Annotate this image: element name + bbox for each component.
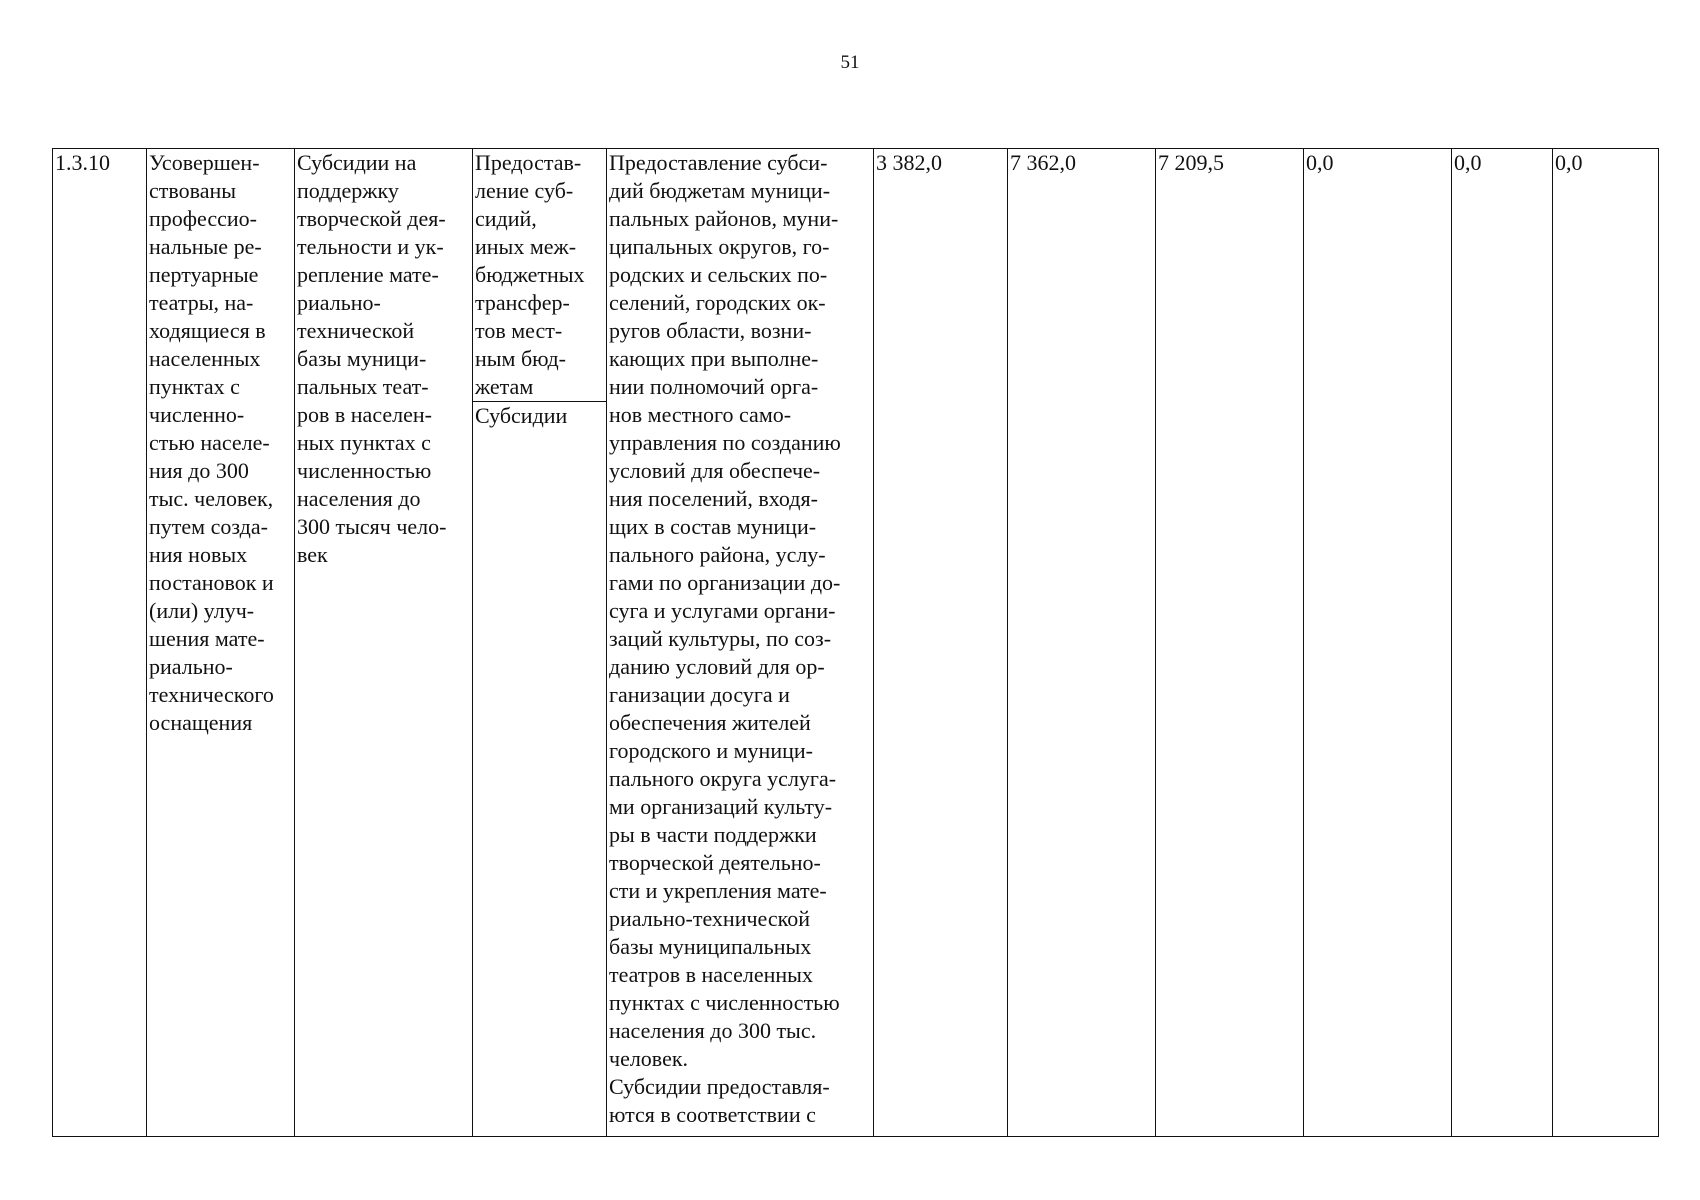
value-cell-2: 7 362,0 <box>1008 149 1156 1137</box>
value-cell-5: 0,0 <box>1452 149 1553 1137</box>
subsidy-name-cell: Субсидии на поддержку творческой дея- тельности и ук- репление мате- риально- технической базы муници- пальных теат- ров в населен- ных пунктах с численностью населения до 300 тысяч чело- век <box>295 149 473 1137</box>
value-cell-1: 3 382,0 <box>874 149 1008 1137</box>
measure-type-bottom: Субсидии <box>475 403 568 428</box>
result-cell: Усовершен- ствованы профессио- нальные ре- пертуарные театры, на- ходящиеся в населенных пунктах с численно- стью населе- ния до 300 тыс. человек, путем созда- ния новых постановок и (или) улуч- шения мате- риально- технического оснащения <box>147 149 295 1137</box>
page-number: 51 <box>840 52 860 73</box>
value-cell-3: 7 209,5 <box>1156 149 1304 1137</box>
budget-table <box>52 148 1659 1137</box>
value-cell-6: 0,0 <box>1553 149 1659 1137</box>
measure-type-top: Предостав- ление суб- сидий, иных меж- бюджетных трансфер- тов мест- ным бюд- жетам <box>473 149 606 402</box>
measure-type-cell <box>473 149 607 1137</box>
description-cell: Предоставление субси- дий бюджетам муници- пальных районов, муни- ципальных округов, го- родских и сельских по- селений, городских ок- ругов области, возни- кающих при выполне- нии полномочий орга- нов местного само- управления по созданию условий для обеспече- ния поселений, входя- щих в состав муници- пального района, услу- гами по организации до- суга и услугами органи- заций культуры, по соз- данию условий для ор- ганизации досуга и обеспечения жителей городского и муници- пального округа услуга- ми организаций культу- ры в части поддержки творческой деятельно- сти и укрепления мате- риально-технической базы муниципальных театров в населенных пунктах с численностью населения до 300 тыс. человек. Субсидии предоставля- ются в соответствии с <box>607 149 874 1137</box>
table-row <box>53 149 1659 1137</box>
value-cell-4: 0,0 <box>1304 149 1452 1137</box>
row-code: 1.3.10 <box>53 149 147 1137</box>
